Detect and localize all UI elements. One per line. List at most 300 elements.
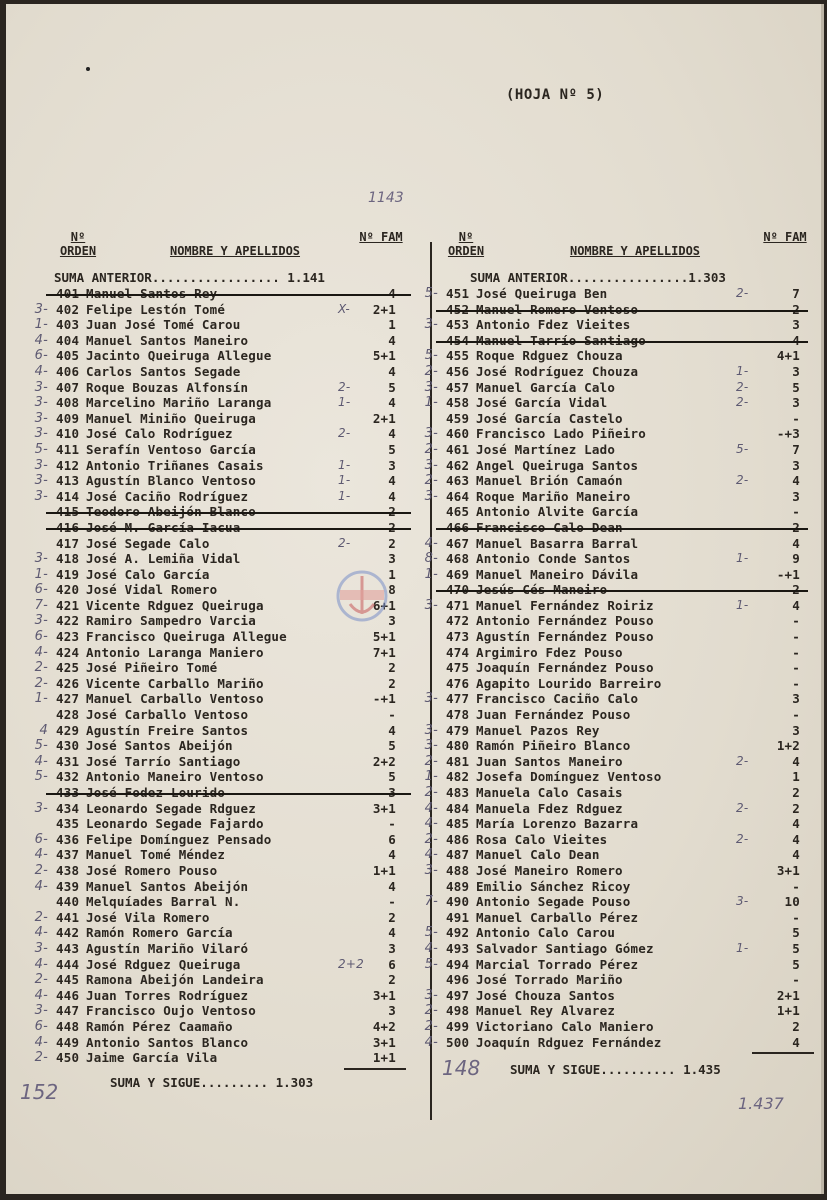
- right-row-fam: -: [792, 878, 800, 894]
- right-register-row: [406, 348, 808, 364]
- left-row-orden: 432: [56, 769, 80, 785]
- left-row-name: Vicente Rdguez Queiruga: [86, 597, 264, 613]
- left-row-orden: 421: [56, 597, 80, 613]
- right-register-row: [406, 1003, 808, 1019]
- right-register-row: [406, 551, 808, 567]
- right-row-orden: 468: [446, 551, 470, 567]
- right-row-fam-annotation: 2-: [736, 286, 749, 300]
- left-row-name: José Vila Romero: [86, 909, 210, 925]
- right-row-name: Jesús Cés Maneiro: [476, 582, 608, 598]
- right-row-name: José Rodríguez Chouza: [476, 363, 639, 379]
- left-register-row: [16, 302, 411, 318]
- right-register-row: [406, 1019, 808, 1035]
- left-row-fam: 3: [388, 457, 396, 473]
- left-row-orden: 427: [56, 691, 80, 707]
- right-row-fam-annotation: 1-: [736, 551, 749, 566]
- left-row-orden: 424: [56, 644, 80, 660]
- right-row-fam-annotation: 1-: [736, 363, 749, 378]
- right-row-orden: 465: [446, 504, 470, 520]
- left-row-fam: 4: [388, 878, 396, 894]
- left-row-margin-note: 2-: [34, 1050, 48, 1066]
- left-row-orden: 410: [56, 426, 80, 442]
- left-register-row: [16, 442, 411, 458]
- left-row-name: José Fodez Lourido: [86, 785, 226, 800]
- right-row-fam: 10: [784, 894, 800, 910]
- left-row-orden: 431: [56, 753, 80, 769]
- left-row-name: Serafín Ventoso García: [86, 441, 256, 457]
- right-row-name: Antonio Conde Santos: [476, 551, 631, 567]
- right-row-fam: -: [792, 644, 800, 660]
- right-row-orden: 482: [446, 769, 470, 785]
- right-row-margin-note: 3-: [424, 597, 438, 613]
- ink-dot: [86, 67, 90, 71]
- left-row-name: Carlos Santos Segade: [86, 363, 241, 379]
- left-register-row: [16, 395, 411, 411]
- right-row-name: Josefa Domínguez Ventoso: [476, 769, 662, 785]
- right-row-fam: 3: [792, 722, 800, 738]
- left-register-row: [16, 972, 411, 988]
- left-row-name: Ramón Pérez Caamaño: [86, 1018, 233, 1034]
- left-row-name: Teodoro Abeijón Blanco: [86, 504, 256, 520]
- left-suma-anterior: SUMA ANTERIOR................. 1.141: [54, 270, 325, 285]
- left-row-name: Jaime García Vila: [86, 1050, 218, 1066]
- right-row-orden: 475: [446, 660, 470, 676]
- left-row-fam: -: [388, 707, 396, 723]
- left-row-fam: 3: [388, 551, 396, 567]
- right-row-fam: 7: [792, 286, 800, 301]
- left-row-orden: 422: [56, 613, 80, 629]
- left-row-fam: 1+1: [372, 862, 396, 878]
- left-row-orden: 416: [56, 519, 80, 535]
- right-total-rule: [752, 1052, 814, 1054]
- left-register-row: [16, 380, 411, 396]
- left-row-orden: 406: [56, 363, 80, 379]
- left-row-fam: 5+1: [372, 348, 396, 364]
- right-row-orden: 485: [446, 816, 470, 832]
- left-row-orden: 435: [56, 816, 80, 832]
- left-header-fam: Nº FAM: [359, 230, 403, 244]
- left-row-fam-annotation: 2-: [338, 379, 351, 394]
- right-row-fam: 9: [792, 551, 800, 567]
- left-row-orden: 414: [56, 488, 80, 504]
- right-row-margin-note: 3-: [424, 862, 438, 878]
- right-register-row: [406, 676, 808, 692]
- right-row-name: Manuel Brión Camaón: [476, 473, 623, 489]
- left-register-row: [16, 738, 411, 754]
- left-row-margin-note: 4-: [34, 753, 48, 769]
- right-row-orden: 469: [446, 566, 470, 582]
- right-register-row: [406, 879, 808, 895]
- left-row-fam: 3: [388, 785, 396, 800]
- right-row-name: Juan Fernández Pouso: [476, 707, 631, 723]
- left-row-fam: 2: [388, 660, 396, 676]
- left-row-margin-note: 4-: [34, 1034, 48, 1050]
- left-row-name: Juan José Tomé Carou: [86, 317, 241, 333]
- right-row-margin-note: 2-: [424, 1003, 438, 1019]
- right-row-margin-note: 5-: [424, 925, 438, 941]
- left-row-fam: 2: [388, 535, 396, 551]
- right-row-margin-note: 1-: [424, 769, 438, 785]
- left-register-row: [16, 333, 411, 349]
- left-row-name: Antonio Triñanes Casais: [86, 457, 264, 473]
- right-row-orden: 460: [446, 426, 470, 442]
- right-row-name: José Queiruga Ben: [476, 286, 608, 301]
- left-row-fam: 6: [388, 956, 396, 972]
- left-register-row: [16, 1003, 411, 1019]
- right-row-orden: 486: [446, 831, 470, 847]
- right-row-fam-annotation: 2-: [736, 800, 749, 815]
- right-register-row: [406, 317, 808, 333]
- left-row-name: Antonio Santos Blanco: [86, 1034, 249, 1050]
- right-row-fam: 5: [792, 956, 800, 972]
- right-row-name: Manuel Pazos Rey: [476, 722, 600, 738]
- right-row-margin-note: 2-: [424, 363, 438, 379]
- right-register-row: [406, 364, 808, 380]
- right-row-fam: 3: [792, 363, 800, 379]
- right-row-fam: 3: [792, 457, 800, 473]
- left-register-row: [16, 785, 411, 801]
- right-row-fam: 2: [792, 785, 800, 800]
- right-row-fam: 7: [792, 441, 800, 457]
- right-row-name: Salvador Santiago Gómez: [476, 940, 654, 956]
- right-row-name: Manuel Basarra Barral: [476, 535, 639, 551]
- right-row-name: Manuela Calo Casais: [476, 785, 623, 800]
- right-register-row: [406, 801, 808, 817]
- right-row-orden: 453: [446, 317, 470, 333]
- right-row-orden: 454: [446, 332, 470, 348]
- right-row-margin-note: 3-: [424, 457, 438, 473]
- left-row-orden: 445: [56, 972, 80, 988]
- left-row-margin-note: 5-: [34, 769, 48, 785]
- left-register-row: [16, 473, 411, 489]
- left-row-fam-annotation: 1-: [338, 488, 351, 503]
- right-row-fam: 4: [792, 597, 800, 613]
- right-header-orden: Nº ORDEN: [447, 230, 485, 258]
- left-row-fam: 2: [388, 972, 396, 988]
- left-row-orden: 426: [56, 675, 80, 691]
- page-label: (HOJA Nº 5): [506, 87, 605, 103]
- right-row-orden: 494: [446, 956, 470, 972]
- right-register-row: [406, 707, 808, 723]
- left-row-orden: 441: [56, 909, 80, 925]
- right-row-name: Rosa Calo Vieites: [476, 831, 608, 847]
- right-row-fam: 2: [792, 1018, 800, 1034]
- left-row-margin-note: 4: [39, 722, 48, 738]
- right-row-fam: -: [792, 660, 800, 676]
- right-row-name: Antonio Alvite García: [476, 504, 639, 520]
- right-row-fam: -: [792, 613, 800, 629]
- right-row-fam: 2+1: [776, 987, 800, 1003]
- right-row-margin-note: 2-: [424, 1018, 438, 1034]
- left-row-name: Juan Torres Rodríguez: [86, 987, 249, 1003]
- right-row-margin-note: 5-: [424, 348, 438, 364]
- right-row-margin-note: 3-: [424, 987, 438, 1003]
- left-row-margin-note: 5-: [34, 738, 48, 754]
- right-row-name: Argimiro Fdez Pouso: [476, 644, 623, 660]
- right-row-name: José Maneiro Romero: [476, 862, 623, 878]
- left-row-fam: 4: [388, 395, 396, 411]
- left-row-margin-note: 6-: [34, 1018, 48, 1034]
- left-register-row: [16, 925, 411, 941]
- left-row-fam: 2: [388, 675, 396, 691]
- left-row-orden: 436: [56, 831, 80, 847]
- left-row-fam: 5: [388, 441, 396, 457]
- left-row-fam: 4: [388, 363, 396, 379]
- right-row-orden: 499: [446, 1018, 470, 1034]
- right-row-name: Francisco Calo Dean: [476, 519, 623, 535]
- right-row-orden: 480: [446, 738, 470, 754]
- right-row-orden: 456: [446, 363, 470, 379]
- left-hand-total: 152: [20, 1080, 59, 1104]
- left-row-fam: 3+1: [372, 800, 396, 816]
- right-register-row: [406, 411, 808, 427]
- right-row-fam: -: [792, 504, 800, 520]
- left-register-row: [16, 520, 411, 536]
- right-register-row: [406, 286, 808, 302]
- left-row-orden: 437: [56, 847, 80, 863]
- archive-stamp-icon: [326, 564, 406, 634]
- left-register-row: [16, 676, 411, 692]
- right-suma-sigue: SUMA Y SIGUE.......... 1.435: [510, 1062, 721, 1077]
- left-row-orden: 402: [56, 301, 80, 317]
- left-row-name: José Caciño Rodríguez: [86, 488, 249, 504]
- left-row-margin-note: 3-: [34, 551, 48, 567]
- left-register-row: [16, 723, 411, 739]
- right-row-name: Juan Santos Maneiro: [476, 753, 623, 769]
- left-row-name: Ramiro Sampedro Varcia: [86, 613, 256, 629]
- right-register-row: [406, 380, 808, 396]
- left-total-rule: [344, 1068, 406, 1070]
- left-row-name: José Romero Pouso: [86, 862, 218, 878]
- right-row-orden: 462: [446, 457, 470, 473]
- right-row-orden: 466: [446, 519, 470, 535]
- left-row-name: Manuel Santos Maneiro: [86, 332, 249, 348]
- left-register-row: [16, 426, 411, 442]
- right-register-row: [406, 847, 808, 863]
- left-row-fam: 4: [388, 426, 396, 442]
- left-row-fam-annotation: 1-: [338, 395, 351, 410]
- right-row-fam: 5: [792, 379, 800, 395]
- left-row-orden: 405: [56, 348, 80, 364]
- left-row-fam: 7+1: [372, 644, 396, 660]
- left-row-orden: 444: [56, 956, 80, 972]
- right-row-fam: 1+1: [776, 1003, 800, 1019]
- left-header-nombre: NOMBRE Y APELLIDOS: [169, 244, 301, 258]
- right-register-row: [406, 691, 808, 707]
- left-register-row: [16, 832, 411, 848]
- left-row-margin-note: 1-: [34, 317, 48, 333]
- right-register-row: [406, 723, 808, 739]
- right-row-fam: 2: [792, 519, 800, 535]
- right-row-fam: 4: [792, 1034, 800, 1050]
- left-row-name: Manuel Carballo Ventoso: [86, 691, 264, 707]
- left-row-fam: 3: [388, 1003, 396, 1019]
- left-row-orden: 403: [56, 317, 80, 333]
- right-register-row: [406, 520, 808, 536]
- left-row-orden: 433: [56, 785, 80, 800]
- left-register-row: [16, 364, 411, 380]
- right-register-row: [406, 988, 808, 1004]
- right-row-fam: -+3: [776, 426, 800, 442]
- right-row-name: José García Castelo: [476, 410, 623, 426]
- left-row-name: Felipe Lestón Tomé: [86, 301, 226, 317]
- right-row-name: José Martínez Lado: [476, 441, 616, 457]
- left-row-margin-note: 1-: [34, 691, 48, 707]
- left-row-fam-annotation: X-: [338, 301, 350, 316]
- right-row-margin-note: 4-: [424, 1034, 438, 1050]
- left-row-margin-note: 4-: [34, 956, 48, 972]
- right-register-row: [406, 738, 808, 754]
- right-row-fam-annotation: 2-: [736, 473, 749, 488]
- right-register-row: [406, 442, 808, 458]
- right-row-orden: 496: [446, 972, 470, 988]
- left-row-name: Ramona Abeijón Landeira: [86, 972, 264, 988]
- right-row-fam-annotation: 2-: [736, 395, 749, 410]
- right-register-row: [406, 613, 808, 629]
- left-register-row: [16, 691, 411, 707]
- left-row-margin-note: 4-: [34, 332, 48, 348]
- left-row-name: Agustín Mariño Vilaró: [86, 940, 249, 956]
- left-row-name: José Vidal Romero: [86, 582, 218, 598]
- left-row-orden: 417: [56, 535, 80, 551]
- right-hand-total: 148: [442, 1056, 481, 1080]
- right-row-name: Manuela Fdez Rdguez: [476, 800, 623, 816]
- right-row-margin-note: 2-: [424, 441, 438, 457]
- right-row-fam: 2: [792, 800, 800, 816]
- right-row-orden: 484: [446, 800, 470, 816]
- left-register-row: [16, 754, 411, 770]
- right-row-margin-note: 5-: [424, 286, 438, 301]
- right-hand-corner: 1.437: [738, 1094, 784, 1113]
- right-row-name: Manuel Tarrío Santiago: [476, 332, 646, 348]
- left-register-row: [16, 707, 411, 723]
- left-row-margin-note: 6-: [34, 348, 48, 364]
- left-row-fam: 4: [388, 925, 396, 941]
- right-row-fam-annotation: 1-: [736, 940, 749, 955]
- left-row-name: Melquíades Barral N.: [86, 894, 241, 910]
- left-row-margin-note: 4-: [34, 363, 48, 379]
- left-row-margin-note: 4-: [34, 925, 48, 941]
- left-row-margin-note: 2-: [34, 862, 48, 878]
- left-row-margin-note: 4-: [34, 847, 48, 863]
- right-row-fam: 4: [792, 473, 800, 489]
- left-register-row: [16, 847, 411, 863]
- left-register-row: [16, 957, 411, 973]
- right-register-row: [406, 567, 808, 583]
- left-row-fam: 6: [388, 831, 396, 847]
- right-row-name: Manuel Maneiro Dávila: [476, 566, 639, 582]
- right-register-row: [406, 629, 808, 645]
- right-row-fam: 4: [792, 332, 800, 348]
- right-row-margin-note: 1-: [424, 395, 438, 411]
- left-row-fam: 5: [388, 769, 396, 785]
- left-row-fam: 2+1: [372, 410, 396, 426]
- left-register-row: [16, 941, 411, 957]
- left-row-orden: 408: [56, 395, 80, 411]
- left-row-name: José Segade Calo: [86, 535, 210, 551]
- right-register-row: [406, 395, 808, 411]
- right-row-fam: 3: [792, 691, 800, 707]
- left-row-name: Manuel Santos Rey: [86, 286, 218, 301]
- right-row-name: Marcial Torrado Pérez: [476, 956, 639, 972]
- right-row-fam: 5: [792, 925, 800, 941]
- left-row-fam: 4: [388, 722, 396, 738]
- right-row-fam: 1: [792, 769, 800, 785]
- right-row-margin-note: 3-: [424, 379, 438, 395]
- right-row-name: Manuel Carballo Pérez: [476, 909, 639, 925]
- right-row-orden: 487: [446, 847, 470, 863]
- right-row-fam: 4: [792, 847, 800, 863]
- left-row-margin-note: 3-: [34, 488, 48, 504]
- left-row-fam-annotation: 1-: [338, 457, 351, 472]
- right-header-fam: Nº FAM: [763, 230, 807, 244]
- left-row-name: José M. García Iacua: [86, 519, 241, 535]
- right-row-margin-note: 2-: [424, 785, 438, 800]
- left-row-name: José Calo Rodríguez: [86, 426, 233, 442]
- right-row-orden: 492: [446, 925, 470, 941]
- right-row-fam-annotation: 2-: [736, 753, 749, 768]
- right-register-row: [406, 473, 808, 489]
- left-row-name: José Piñeiro Tomé: [86, 660, 218, 676]
- right-row-fam: -: [792, 972, 800, 988]
- left-row-name: Agustín Freire Santos: [86, 722, 249, 738]
- right-row-name: José Chouza Santos: [476, 987, 616, 1003]
- left-row-name: Antonio Maneiro Ventoso: [86, 769, 264, 785]
- left-row-margin-note: 6-: [34, 582, 48, 598]
- left-row-fam: 5: [388, 379, 396, 395]
- right-row-fam: 3: [792, 395, 800, 411]
- left-register-row: [16, 645, 411, 661]
- right-row-margin-note: 3-: [424, 317, 438, 333]
- right-row-orden: 470: [446, 582, 470, 598]
- left-row-name: Manuel Santos Abeijón: [86, 878, 249, 894]
- right-row-orden: 474: [446, 644, 470, 660]
- left-row-margin-note: 4-: [34, 878, 48, 894]
- left-register-row: [16, 317, 411, 333]
- left-row-fam: 4: [388, 332, 396, 348]
- left-row-fam: 2: [388, 909, 396, 925]
- top-note: 1143: [368, 190, 404, 206]
- left-row-fam: 3+1: [372, 1034, 396, 1050]
- right-row-name: Antonio Fernández Pouso: [476, 613, 654, 629]
- left-row-name: José Carballo Ventoso: [86, 707, 249, 723]
- right-row-margin-note: 7-: [424, 894, 438, 910]
- left-row-orden: 404: [56, 332, 80, 348]
- left-register-row: [16, 769, 411, 785]
- left-row-fam: 3: [388, 613, 396, 629]
- right-row-orden: 491: [446, 909, 470, 925]
- left-row-margin-note: 3-: [34, 410, 48, 426]
- right-row-fam: 2: [792, 301, 800, 317]
- left-row-margin-note: 3-: [34, 1003, 48, 1019]
- left-row-margin-note: 3-: [34, 613, 48, 629]
- left-row-name: José Rdguez Queiruga: [86, 956, 241, 972]
- right-row-margin-note: 4-: [424, 535, 438, 551]
- right-row-fam: 1+2: [776, 738, 800, 754]
- left-row-name: Manuel Miniño Queiruga: [86, 410, 256, 426]
- right-register-row: [406, 832, 808, 848]
- left-row-name: Vicente Carballo Mariño: [86, 675, 264, 691]
- left-row-name: Felipe Domínguez Pensado: [86, 831, 272, 847]
- right-row-margin-note: 3-: [424, 738, 438, 754]
- right-row-fam: -: [792, 675, 800, 691]
- left-row-orden: 439: [56, 878, 80, 894]
- right-row-orden: 473: [446, 629, 470, 645]
- left-row-name: Manuel Tomé Méndez: [86, 847, 226, 863]
- right-row-orden: 458: [446, 395, 470, 411]
- left-row-orden: 449: [56, 1034, 80, 1050]
- right-row-name: Manuel Rey Alvarez: [476, 1003, 616, 1019]
